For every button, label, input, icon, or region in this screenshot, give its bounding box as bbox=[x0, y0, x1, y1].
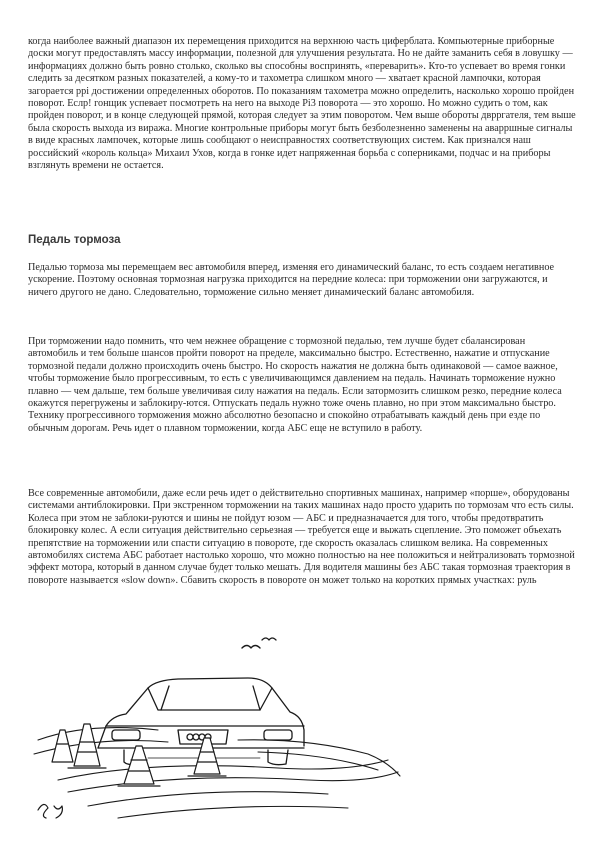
paragraph-brake-2: При торможении надо помнить, что чем нежнее обращение с тормозной педалью, тем лучше будет сбалансирован автомобиль и тем больше шансов пройти поворот на пределе, максимально быстро. Естественно, нажатие и отпускание тормозной педали должно происходить очень быстро. Но скорость нажатия не должна быть одинаковой — самое важное, чтобы торможение было прогрессивным, то есть с увеличивающимся давлением на педаль. Начинать торможение нужно плавно — чем дальше, тем больше увеличивая силу нажатия на педаль. Если затормозить слишком резко, передние колеса окажутся перегружены и заблокиру-ются. Отпускать педаль нужно тоже очень плавно, но при этом максимально быстро. Технику прогрессивного торможения можно абсолютно безопасно и спокойно отрабатывать каждый день при езде по обычным дорогам. Речь идет о плавном торможении, когда АБС еще не вступило в работу. bbox=[28, 336, 562, 434]
bird-icon bbox=[242, 646, 260, 649]
bird-icon bbox=[262, 638, 276, 640]
paragraph-brake-1: Педалью тормоза мы перемещаем вес автомобиля вперед, изменяя его динамический баланс, то есть создаем негативное ускорение. Поэтому основная тормозная нагрузка приходится на передние колеса: при торможении они загружаются, и ничего другого не дано. Следовательно, торможение сильно меняет динамический баланс автомобиля. bbox=[28, 262, 555, 298]
paragraph-abs: Все современные автомобили, даже если речь идет о действительно спортивных машинах, например «порше», оборудованы системами антиблокировки. При экстренном торможении на таких машинах надо просто ударить по тормозам что есть силы. Колеса при этом не заблоки-руются и шины не пойдут юзом — АБС и предназначается для того, чтобы предотвратить блокировку колес. А если ситуация действительно серьезная — требуется еще и выжать сцепление. Это поможет объехать препятствие на торможении или спасти ситуацию в повороте, где скорость оказалась слишком велика. На современных автомобилях система АБС работает настолько хорошо, что можно полностью на нее положиться и нейтрализовать тормозной эффект мотора, который в данном случае будет только мешать. Для водителя машины без АБС такая тормозная траектория в повороте называется «slow down». Сбавить скорость в повороте он может только на коротких прямых участках: руль bbox=[28, 488, 575, 586]
artist-signature bbox=[38, 804, 62, 818]
paragraph-intro: когда наиболее важный диапазон их перемещения приходится на верхнюю часть циферблата. Компьютерные приборные доски могут предоставлять массу информации, полезной для улучшения результата. Но не дайте заманить себя в ловушку — информациях должно быть ровно столько, сколько вы способны воспринять, «переварить». Кто-то успевает во время гонки следить за десятком разных показателей, а кому-то и тахометра слишком много — хватает красной лампочки, которая загорается ррі достижении определенных оборотов. По показаниям тахометра можно определить, насколько хорошо пройден поворот. Еслр! гонщик успевает посмотреть на него на выходе Рі3 поворота — это хорошо. Но можно судить о том, как пройден поворот, и в конце следующей прямой, которая следует за этим поворотом. Чем выше обороты дврргателя, тем выше была скорость выхода из виража. Многие контрольные приборы могут быть безболезненно заменены на аварршные сигналы в виде красных лампочек, которые лишь сообщают о неисправностях соответствующих систем. Как признался наш российский «король кольца» Михаил Ухов, когда в гонке идет напряженная борьба с соперниками, подчас и на приборы взглянуть времени не остается. bbox=[28, 36, 576, 172]
section-heading: Педаль тормоза bbox=[28, 234, 121, 246]
car-braking-illustration bbox=[28, 630, 408, 830]
